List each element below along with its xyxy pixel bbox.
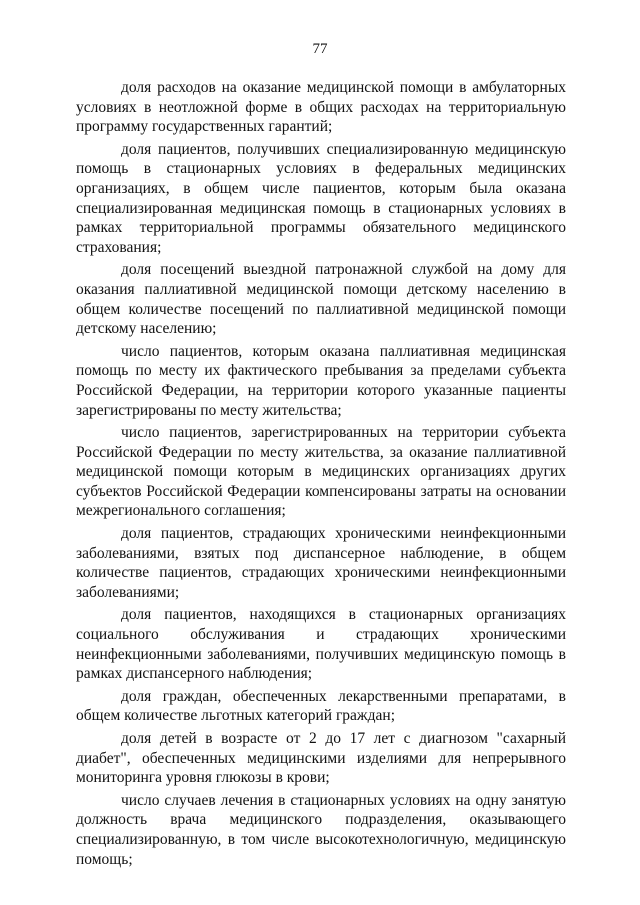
paragraph-8: доля граждан, обеспеченных лекарственными препаратами, в общем количестве льготных категорий граждан; [76,687,566,725]
paragraph-3: доля посещений выездной патронажной службой на дому для оказания паллиативной медицинской помощи детскому населению в общем количестве посещений по паллиативной медицинской помощи детскому населению; [76,261,566,338]
paragraph-10: число случаев лечения в стационарных условиях на одну занятую должность врача медицинского подразделения, оказывающего специализированную, в том числе высокотехнологичную, медицинскую помощь; [76,791,566,868]
paragraph-4: число пациентов, которым оказана паллиативная медицинская помощь по месту их фактического пребывания за пределами субъекта Российской Федерации, на территории которого указанные пациенты зарегистрированы по месту жительства; [76,342,566,419]
paragraph-6: доля пациентов, страдающих хроническими неинфекционными заболеваниями, взятых под диспансерное наблюдение, в общем количестве пациентов, страдающих хроническими неинфекционными заболеваниями; [76,525,566,601]
document-body [76,78,566,872]
paragraph-9: доля детей в возрасте от 2 до 17 лет с диагнозом "сахарный диабет", обеспеченных медицинскими изделиями для непрерывного мониторинга уровня глюкозы в крови; [76,730,566,787]
paragraph-7: доля пациентов, находящихся в стационарных организациях социального обслуживания и страдающих хроническими неинфекционными заболеваниями, получивших медицинскую помощь в рамках диспансерного наблюдения; [76,606,566,683]
paragraph-1: доля расходов на оказание медицинской помощи в амбулаторных условиях в неотложной форме в общих расходах на территориальную программу государственных гарантий; [76,79,566,136]
page-number: 77 [312,41,328,57]
paragraph-2: доля пациентов, получивших специализированную медицинскую помощь в стационарных условиях в федеральных медицинских организациях, в общем числе пациентов, которым была оказана специализированная медицинская помощь в стационарных условиях в рамках территориальной программы обязательного медицинского страхования; [76,140,566,256]
paragraph-5: число пациентов, зарегистрированных на территории субъекта Российской Федерации по месту жительства, за оказание паллиативной медицинской помощи которым в медицинских организациях других субъектов Российской Федерации компенсированы затраты на основании межрегионального соглашения; [76,424,566,520]
